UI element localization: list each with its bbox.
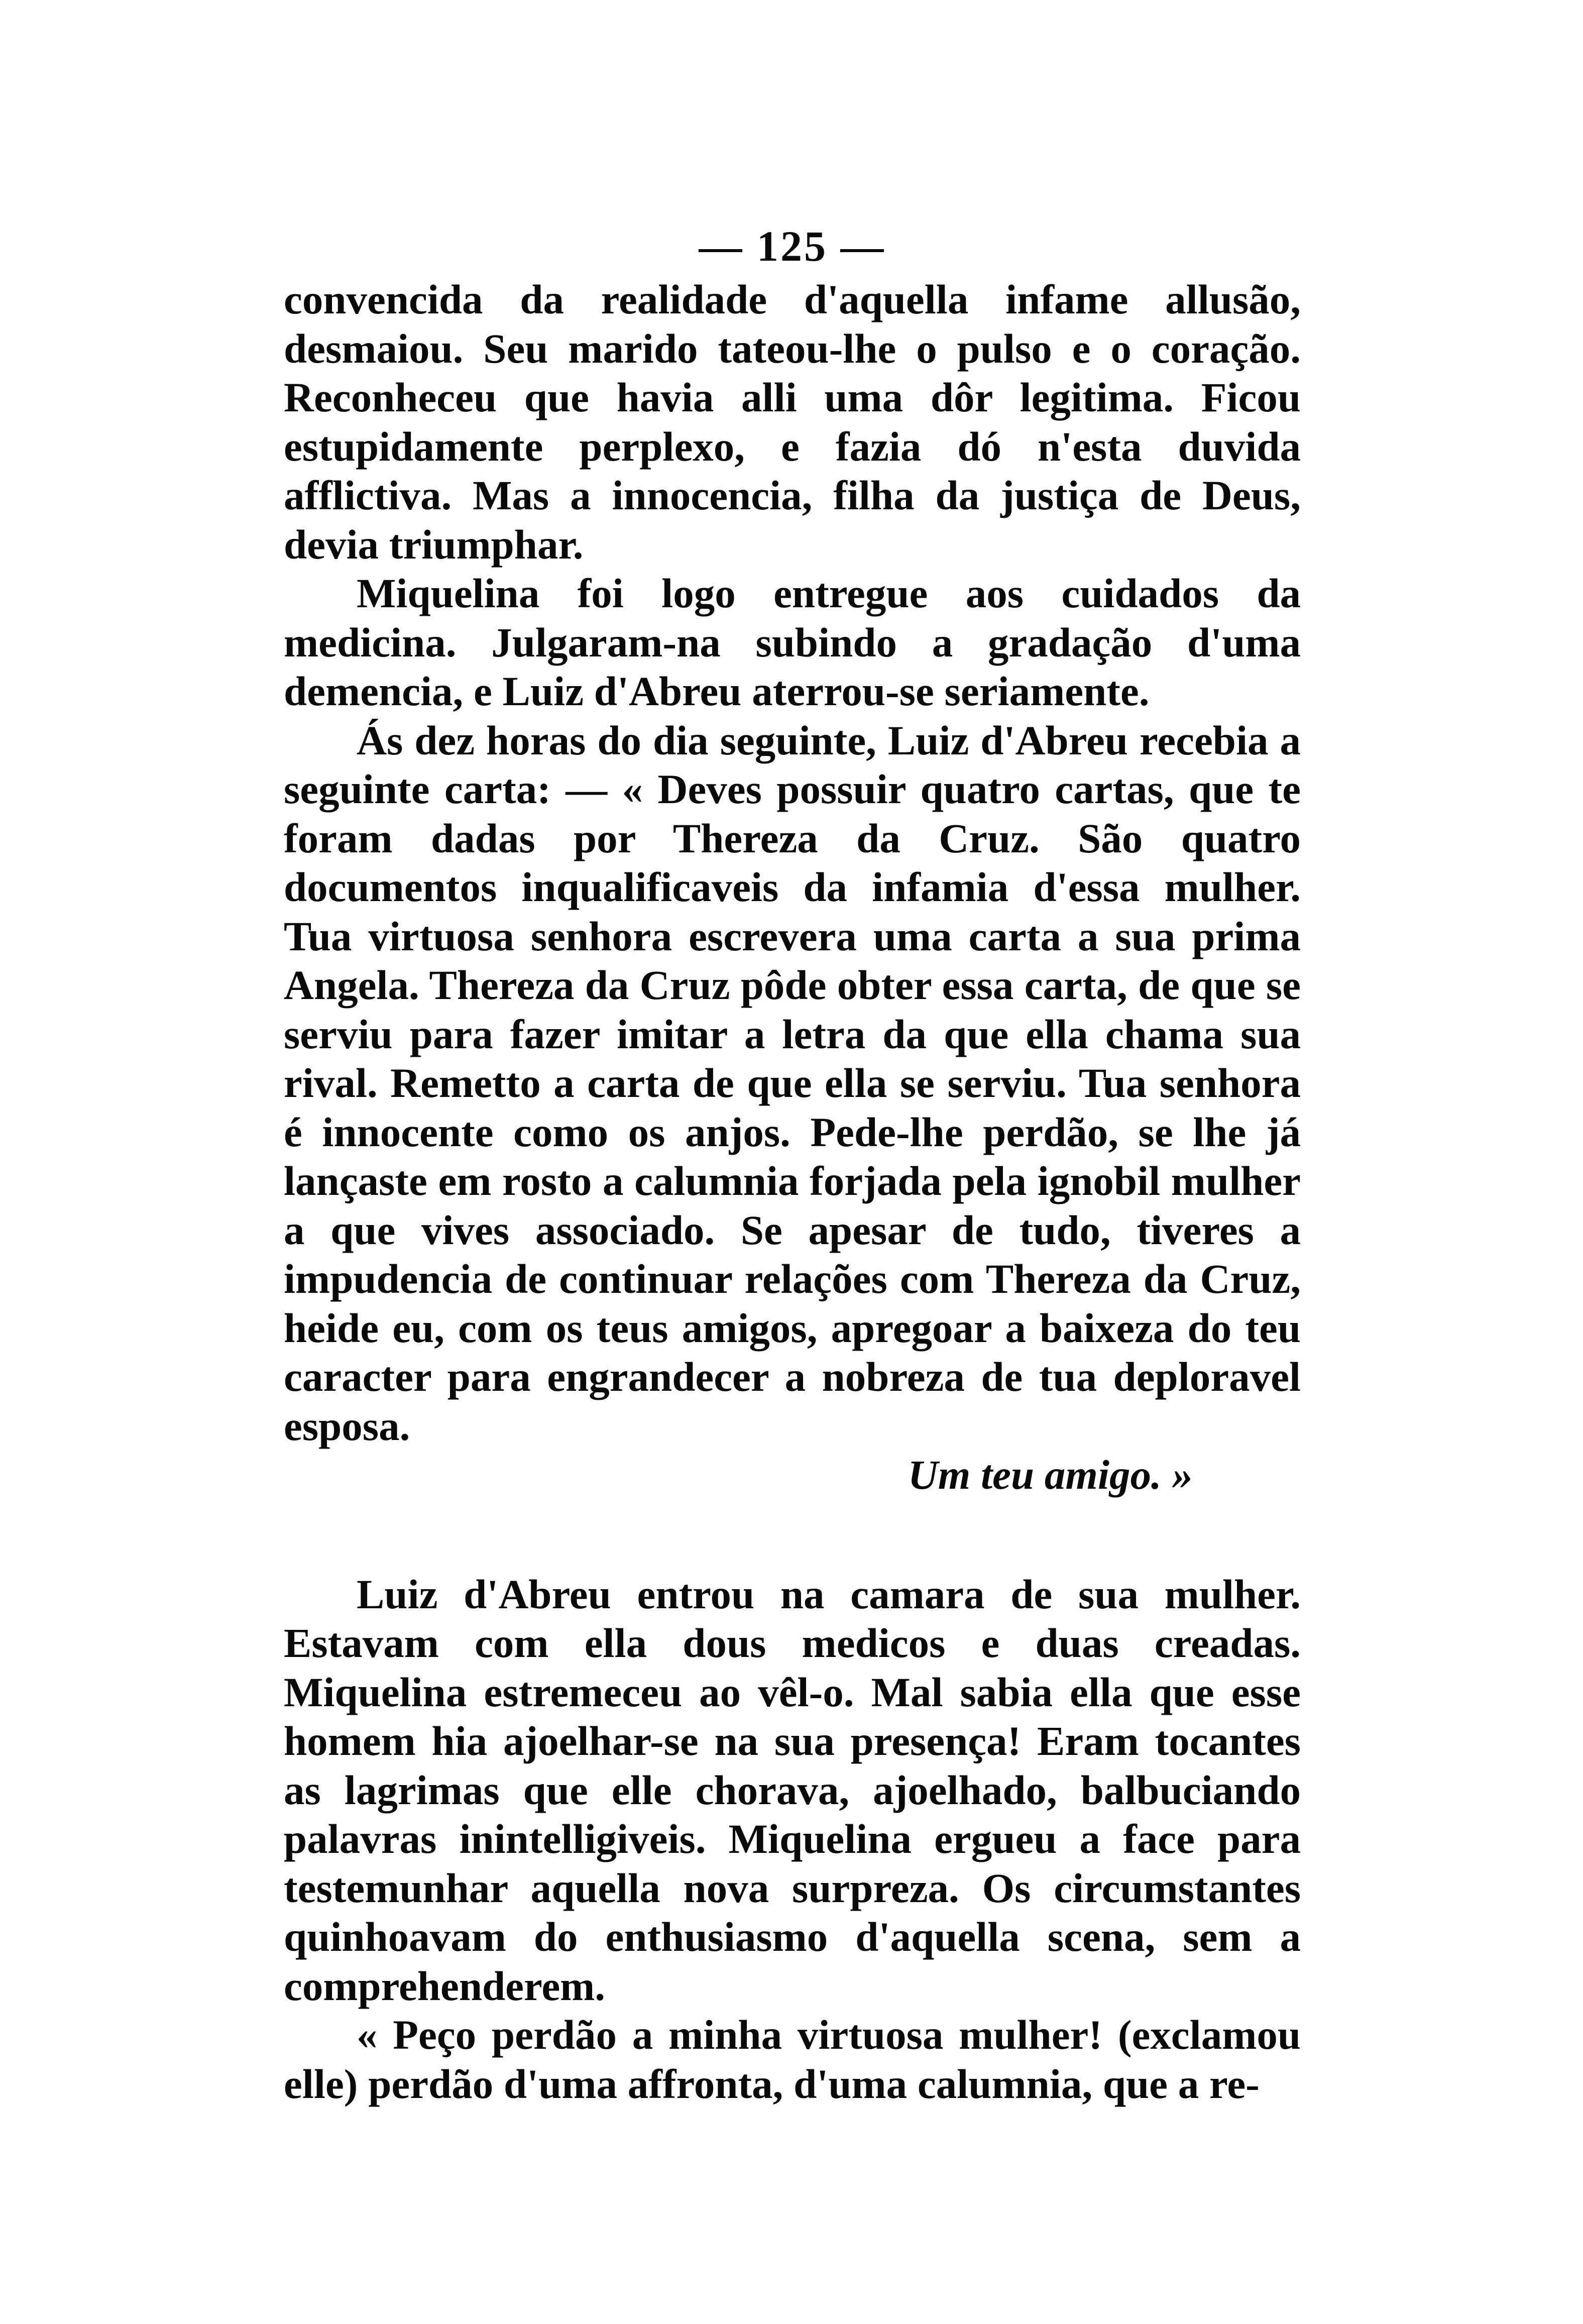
paragraph-5: « Peço perdão a minha virtuosa mulher! (exclamou elle) perdão d'uma affronta, d'uma calumnia, que a re- (284, 2012, 1301, 2107)
paragraph-2: Miquelina foi logo entregue aos cuidados da medicina. Julgaram-na subindo a gradação d'uma demencia, e Luiz d'Abreu aterrou-se seriamente. (284, 570, 1301, 714)
paragraph-3-letter: Ás dez horas do dia seguinte, Luiz d'Abreu recebia a seguinte carta: — « Deves possuir quatro cartas, que te foram dadas por Thereza da Cruz. São quatro documentos inqualificaveis da infamia d'essa mulher. Tua virtuosa senhora escrevera uma carta a sua prima Angela. Thereza da Cruz pôde obter essa carta, de que se serviu para fazer imitar a letra da que ella chama sua rival. Remetto a carta de que ella se serviu. Tua senhora é innocente como os anjos. Pede-lhe perdão, se lhe já lançaste em rosto a calumnia forjada pela ignobil mulher a que vives associado. Se apesar de tudo, tiveres a impudencia de continuar relações com Thereza da Cruz, heide eu, com os teus amigos, apregoar a baixeza do teu caracter para engrandecer a nobreza de tua deploravel esposa. (284, 717, 1301, 1449)
paragraph-4: Luiz d'Abreu entrou na camara de sua mulher. Estavam com ella dous medicos e duas creadas. Miquelina estremeceu ao vêl-o. Mal sabia ella que esse homem hia ajoelhar-se na sua presença! Eram tocantes as lagrimas que elle chorava, ajoelhado, balbuciando palavras inintelligiveis. Miquelina ergueu a face para testemunhar aquella nova surpreza. Os circumstantes quinhoavam do enthusiasmo d'aquella scena, sem a comprehenderem. (284, 1571, 1301, 2009)
section-gap (284, 1500, 1301, 1570)
book-page (284, 221, 1301, 2109)
letter-signature: Um teu amigo. » (908, 1452, 1193, 1498)
body-text-continued (284, 1570, 1301, 2109)
paragraph-1: convencida da realidade d'aquella infame allusão, desmaiou. Seu marido tateou-lhe o pulso e o coração. Reconheceu que havia alli uma dôr legitima. Ficou estupidamente perplexo, e fazia dó n'esta duvida afflictiva. Mas a innocencia, filha da justiça de Deus, devia triumphar. (284, 276, 1301, 568)
page-number: — 125 — (699, 222, 886, 270)
body-text (284, 275, 1301, 1451)
